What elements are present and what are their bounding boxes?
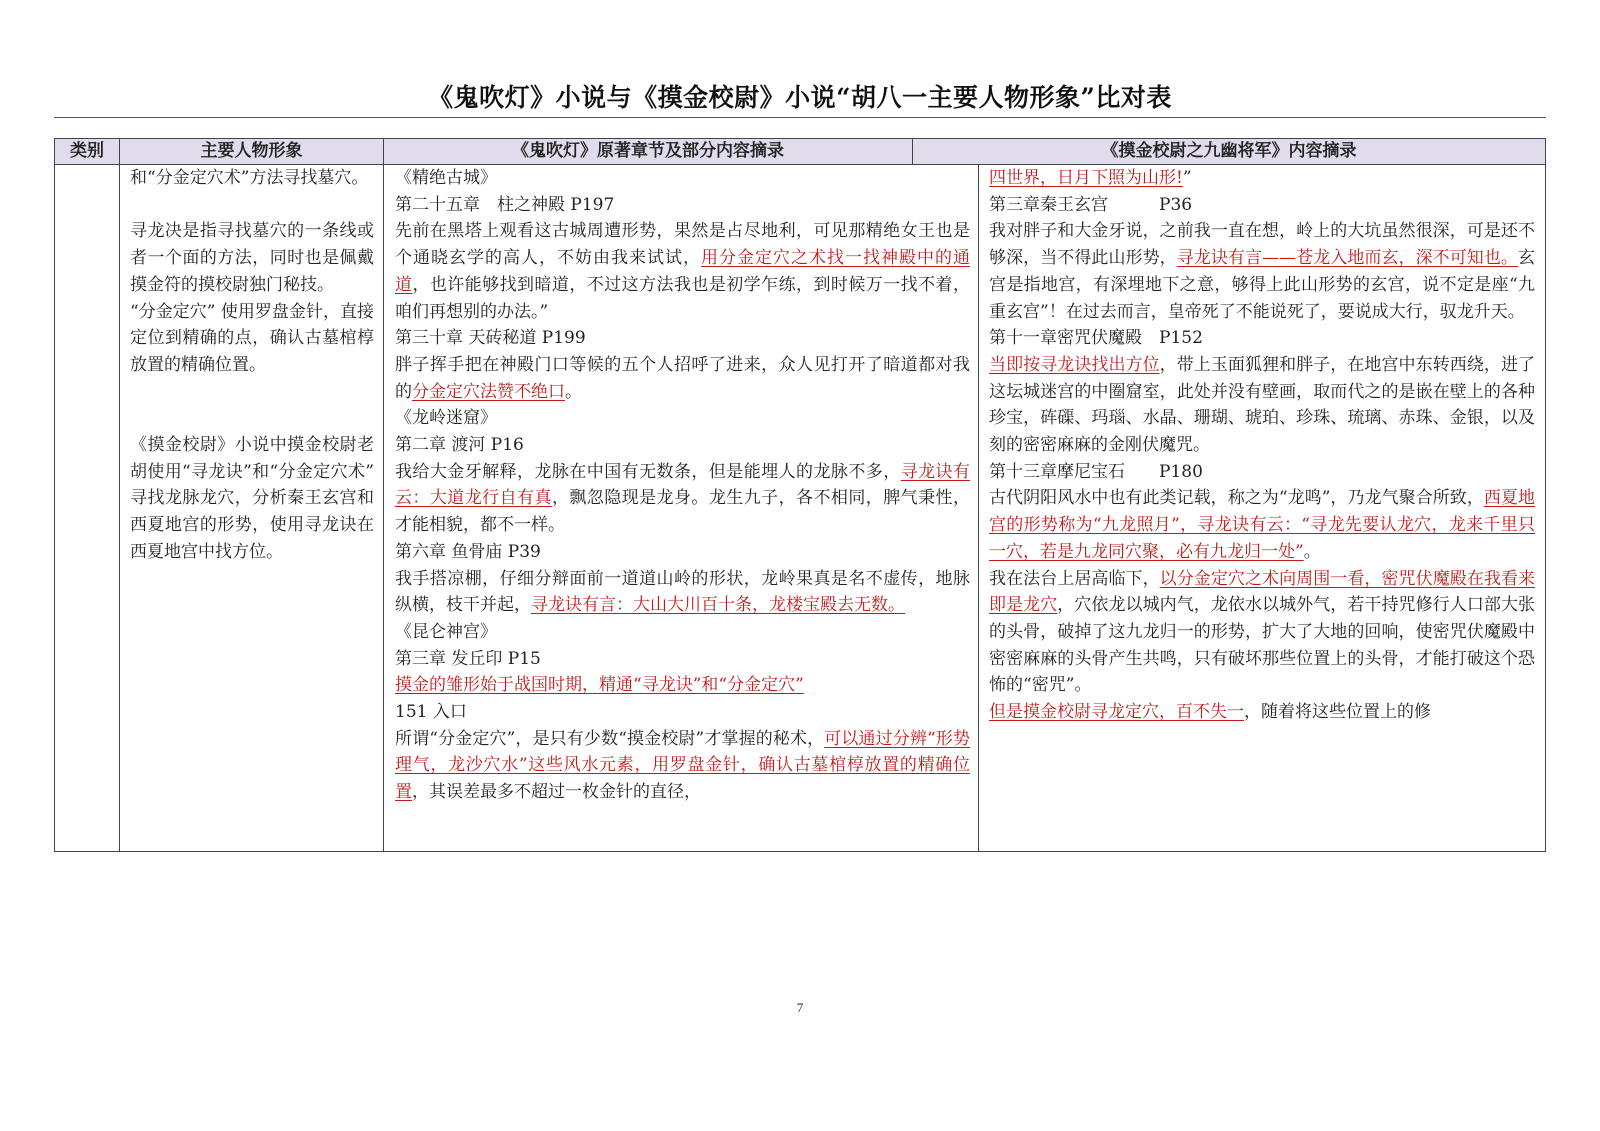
chapter-heading: 第十一章密咒伏魔殿 P152	[989, 328, 1203, 349]
excerpt-text: 古代阴阳风水中也有此类记载，称之为“龙鸣”，乃龙气聚合所致，	[989, 488, 1484, 509]
highlighted-excerpt: 分金定穴法赞不绝口	[412, 381, 565, 402]
category-cell	[55, 165, 120, 851]
header-character-image: 主要人物形象	[120, 139, 384, 164]
highlighted-excerpt: 四世界，日月下照为山形!	[989, 168, 1183, 188]
highlighted-excerpt: 以分金定穴之术向周围一看，密咒伏魔殿在我看来即是龙穴	[989, 568, 1536, 616]
character-image-text	[130, 165, 374, 566]
highlighted-excerpt: 摸金的雏形始于战国时期，精通“寻龙诀”和“分金定穴”	[395, 675, 804, 696]
excerpt-text: 胖子挥手把在神殿门口等候的五个人招呼了进来，众人见打开了暗道都对我的	[395, 354, 970, 402]
excerpt-text: 先前在黑塔上观看这古城周遭形势，果然是占尽地利，可见那精绝女王也是个通晓玄学的高人，不妨由我来试试，	[395, 221, 970, 269]
excerpt-text: 我给大金牙解释，龙脉在中国有无数条，但是能埋人的龙脉不多，	[395, 461, 901, 482]
excerpt-paragraph	[395, 459, 970, 539]
excerpt-paragraph	[989, 566, 1535, 700]
image-paragraph-3: “分金定穴” 使用罗盘金针，直接定位到精确的点，确认古墓棺椁放置的精确位置。	[130, 301, 374, 375]
chapter-heading: 第二章 渡河 P16	[395, 435, 524, 456]
novel-excerpts-text	[989, 165, 1535, 726]
book-title-jingjue: 《精绝古城》	[395, 168, 497, 188]
chapter-heading: 第十三章摩尼宝石 P180	[989, 461, 1203, 482]
header-novel-excerpts: 《摸金校尉之九幽将军》内容摘录	[1101, 141, 1357, 161]
comparison-table	[54, 138, 1546, 852]
original-excerpts-cell	[384, 165, 979, 851]
excerpt-paragraph	[395, 566, 970, 619]
original-excerpts-text	[395, 165, 970, 806]
excerpt-text: 我手搭凉棚，仔细分辩面前一道道山岭的形状，龙岭果真是名不虚传，地脉纵横，枝干并起，	[395, 568, 970, 616]
excerpt-text: 我对胖子和大金牙说，之前我一直在想，岭上的大坑虽然很深，可是还不够深，当不得此山形势，	[989, 221, 1535, 269]
excerpt-paragraph	[989, 485, 1535, 565]
excerpt-paragraph	[395, 218, 970, 325]
excerpt-text: ，带上玉面狐狸和胖子，在地宫中东转西绕，进了这坛城迷宫的中圈窟室，此处并没有壁画，取而代之的是嵌在壁上的各种珍宝，砗磲、玛瑙、水晶、珊瑚、琥珀、珍珠、琉璃、赤珠、金银，以及刻的密密麻麻的金刚伏魔咒。	[989, 354, 1536, 456]
excerpt-paragraph	[989, 699, 1535, 726]
excerpt-paragraph	[395, 352, 970, 405]
book-title-longling: 《龙岭迷窟》	[395, 408, 497, 429]
chapter-heading: 151 入口	[395, 702, 467, 723]
excerpt-text: ，其误差最多不超过一枚金针的直径，	[412, 782, 701, 803]
excerpt-text: ，随着将这些位置上的修	[1244, 702, 1431, 723]
excerpt-text: ，穴依龙以城内气，龙依水以城外气，若干持咒修行人口部大张的头骨，破掉了这九龙归一的形势，扩大了大地的回响，使密咒伏魔殿中密密麻麻的头骨产生共鸣，只有破坏那些位置上的头骨，才能打破这个恐怖的“密咒”。	[989, 595, 1536, 696]
title-divider	[54, 117, 1546, 118]
excerpt-text: ，也许能够找到暗道，不过这方法我也是初学乍练，到时候万一找不着，咱们再想别的办法。”	[395, 274, 970, 322]
image-paragraph-2: 寻龙决是指寻找墓穴的一条线或者一个面的方法，同时也是佩戴摸金符的摸校尉独门秘技。	[130, 221, 374, 295]
excerpt-paragraph	[989, 165, 1535, 192]
page-title: 《鬼吹灯》小说与《摸金校尉》小说“胡八一主要人物形象”比对表	[428, 83, 1172, 112]
highlighted-excerpt: 寻龙诀有言——苍龙入地而玄，深不可知也。	[1176, 248, 1519, 269]
highlighted-excerpt: 当即按寻龙诀找出方位	[989, 354, 1160, 375]
highlighted-excerpt: 用分金定穴之术找一找神殿中的通道	[395, 248, 970, 295]
excerpt-text: 玄宫是指地宫，有深埋地下之意，够得上此山形势的玄宫，说不定是座“九重玄宫”！在过去而言，皇帝死了不能说死了，要说成大行，驭龙升天。	[989, 248, 1536, 322]
highlighted-excerpt: 但是摸金校尉寻龙定穴，百不失一	[989, 702, 1244, 723]
highlighted-excerpt: 可以通过分辨“形势理气，龙沙穴水”这些风水元素，用罗盘金针，确认古墓棺椁放置的精确位置	[395, 728, 970, 803]
highlighted-excerpt: 寻龙诀有言：大山大川百十条，龙楼宝殿去无数。	[531, 595, 905, 616]
character-image-cell	[120, 165, 384, 851]
excerpt-text: 。	[1303, 541, 1321, 562]
excerpt-text: ，飘忽隐现是龙身。龙生九子，各不相同，脾气秉性，才能相貌，都不一样。	[395, 488, 970, 536]
highlighted-excerpt: 西夏地宫的形势称为“九龙照月”，寻龙诀有云：“寻龙先要认龙穴，龙来千里只一穴，若是九龙同穴聚，必有九龙归一处”	[989, 488, 1535, 562]
chapter-heading: 第三十章 天砖秘道 P199	[395, 328, 586, 349]
novel-excerpts-cell	[979, 165, 1545, 851]
table-header-row	[55, 139, 1545, 165]
image-paragraph-1: 和“分金定穴术”方法寻找墓穴。	[130, 168, 369, 188]
header-original-excerpts: 《鬼吹灯》原著章节及部分内容摘录	[384, 139, 913, 164]
image-paragraph-4: 《摸金校尉》小说中摸金校尉老胡使用“寻龙诀”和“分金定穴术” 寻找龙脉龙穴，分析秦王玄宫和西夏地宫的形势，使用寻龙诀在西夏地宫中找方位。	[130, 434, 374, 562]
header-category: 类别	[55, 139, 120, 164]
chapter-heading: 第六章 鱼骨庙 P39	[395, 541, 541, 562]
excerpt-paragraph	[989, 352, 1535, 459]
excerpt-paragraph	[395, 726, 970, 806]
chapter-heading: 第三章 发丘印 P15	[395, 648, 541, 669]
excerpt-text: 我在法台上居高临下，	[989, 568, 1160, 589]
chapter-heading: 第三章秦王玄宫 P36	[989, 194, 1193, 215]
book-title-kunlun: 《昆仑神宫》	[395, 621, 497, 642]
excerpt-text: 。	[565, 381, 582, 402]
excerpt-paragraph	[989, 218, 1535, 325]
excerpt-paragraph	[395, 672, 970, 699]
excerpt-text: ”	[1182, 168, 1192, 188]
highlighted-excerpt: 寻龙诀有云：大道龙行自有真	[395, 461, 970, 509]
excerpt-text: 所谓“分金定穴”，是只有少数“摸金校尉”才掌握的秘术，	[395, 728, 825, 749]
page-number: 7	[796, 1000, 804, 1015]
chapter-heading: 第二十五章 柱之神殿 P197	[395, 194, 615, 215]
